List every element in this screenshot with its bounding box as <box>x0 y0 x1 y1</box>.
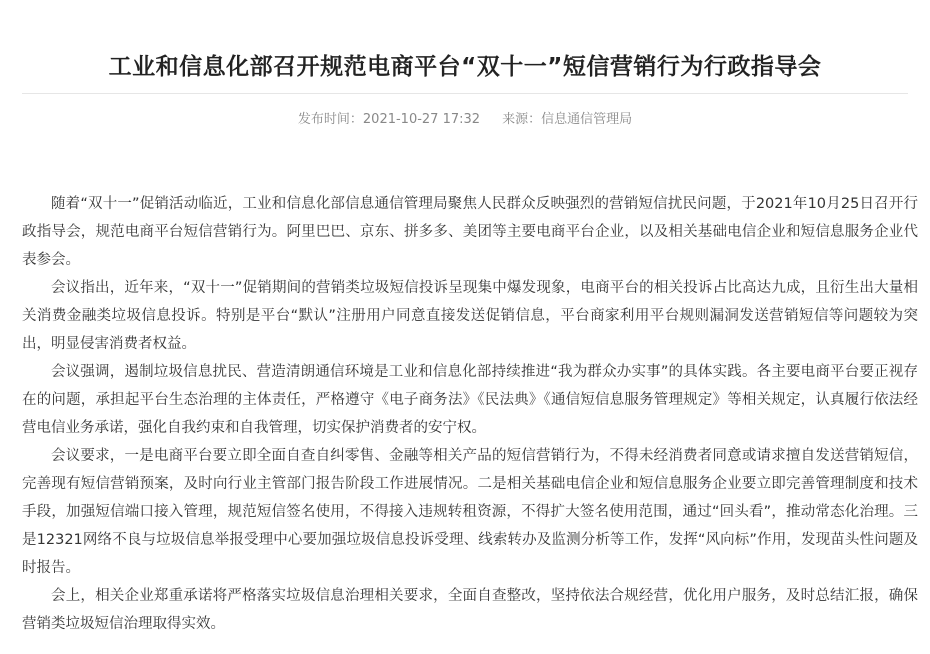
paragraph: 会议指出，近年来，“双十一”促销期间的营销类垃圾短信投诉呈现集中爆发现象，电商平台的相关投诉占比高达九成，且衍生出大量相关消费金融类垃圾信息投诉。特别是平台“默认”注册用户同意直接发送促销信息，平台商家利用平台规则漏洞发送营销短信等问题较为突出，明显侵害消费者权益。 <box>22 280 918 352</box>
paragraph: 会议强调，遏制垃圾信息扰民、营造清朗通信环境是工业和信息化部持续推进“我为群众办实事”的具体实践。各主要电商平台要正视存在的问题，承担起平台生态治理的主体责任，严格遵守《电子商务法》《民法典》《通信短信息服务管理规定》等相关规定，认真履行依法经营电信业务承诺，强化自我约束和自我管理，切实保护消费者的安宁权。 <box>22 364 918 436</box>
source-name: 信息通信管理局 <box>541 112 633 127</box>
paragraph: 会议要求，一是电商平台要立即全面自查自纠零售、金融等相关产品的短信营销行为，不得未经消费者同意或请求擅自发送营销短信，完善现有短信营销预案，及时向行业主管部门报告阶段工作进展情况。二是相关基础电信企业和短信息服务企业要立即完善管理制度和技术手段，加强短信端口接入管理，规范短信签名使用，不得接入违规转租资源，不得扩大签名使用范围，通过“回头看”，推动常态化治理。三是12321网络不良与垃圾信息举报受理中心要加强垃圾信息投诉受理、线索转办及监测分析等工作，发挥“风向标”作用，发现苗头性问题及时报告。 <box>22 448 918 576</box>
title-divider <box>22 93 908 94</box>
article-title: 工业和信息化部召开规范电商平台“双十一”短信营销行为行政指导会 <box>108 54 822 81</box>
source-label: 来源： <box>502 112 542 127</box>
publish-time: 2021-10-27 17:32 <box>362 112 481 127</box>
article-body <box>22 190 918 638</box>
publish-time-label: 发布时间： <box>297 112 363 127</box>
paragraph: 会上，相关企业郑重承诺将严格落实垃圾信息治理相关要求，全面自查整改，坚持依法合规经营，优化用户服务，及时总结汇报，确保营销类垃圾短信治理取得实效。 <box>22 588 918 632</box>
paragraph: 随着“双十一”促销活动临近，工业和信息化部信息通信管理局聚焦人民群众反映强烈的营销短信扰民问题，于2021年10月25日召开行政指导会，规范电商平台短信营销行为。阿里巴巴、京东、拼多多、美团等主要电商平台企业，以及相关基础电信企业和短信息服务企业代表参会。 <box>22 196 918 268</box>
article-meta <box>0 109 930 131</box>
